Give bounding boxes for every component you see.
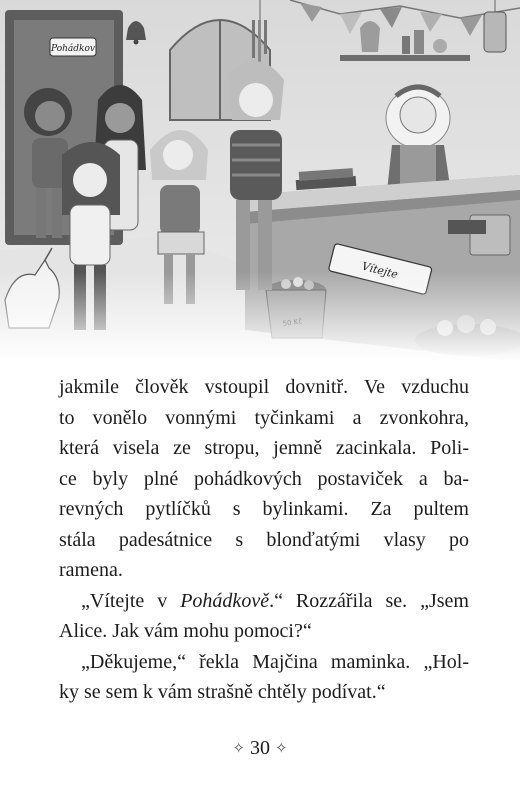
illustration-shop-scene bbox=[0, 0, 520, 362]
text-line bbox=[59, 586, 469, 617]
text-line: jakmile člověk vstoupil dovnitř. Ve vzduchu bbox=[59, 376, 469, 398]
paragraph-2 bbox=[59, 586, 469, 647]
body-text bbox=[59, 372, 469, 708]
ornament-right-icon: ✧ bbox=[275, 741, 288, 757]
page-folio bbox=[0, 737, 520, 760]
text-line: Alice. Jak vám mohu pomoci?“ bbox=[59, 620, 312, 642]
text-line: která visela ze stropu, jemně zacinkala. Poli- bbox=[59, 437, 469, 459]
text-line: ramena. bbox=[59, 559, 123, 581]
dialogue-text: .“ Rozzářila se. „Jsem bbox=[269, 589, 469, 612]
text-line: to vonělo vonnými tyčinkami a zvonkohra, bbox=[59, 406, 469, 429]
text-line: ky se sem k vám strašně chtěly podívat.“ bbox=[59, 681, 386, 703]
dialogue-text: „Vítejte v bbox=[81, 589, 181, 612]
text-line: revných pytlíčků s bylinkami. Za pultem bbox=[59, 498, 469, 520]
ornament-left-icon: ✧ bbox=[232, 741, 245, 757]
text-line: ce byly plné pohádkových postaviček a ba- bbox=[59, 467, 469, 490]
shop-name-italic: Pohádkově bbox=[180, 589, 270, 612]
page-number: 30 bbox=[250, 737, 270, 759]
paragraph-1 bbox=[59, 372, 469, 586]
text-line: stála padesátnice s blonďatými vlasy po bbox=[59, 528, 469, 551]
paragraph-3 bbox=[59, 647, 469, 708]
text-line: „Děkujeme,“ řekla Majčina maminka. „Hol- bbox=[81, 650, 469, 673]
